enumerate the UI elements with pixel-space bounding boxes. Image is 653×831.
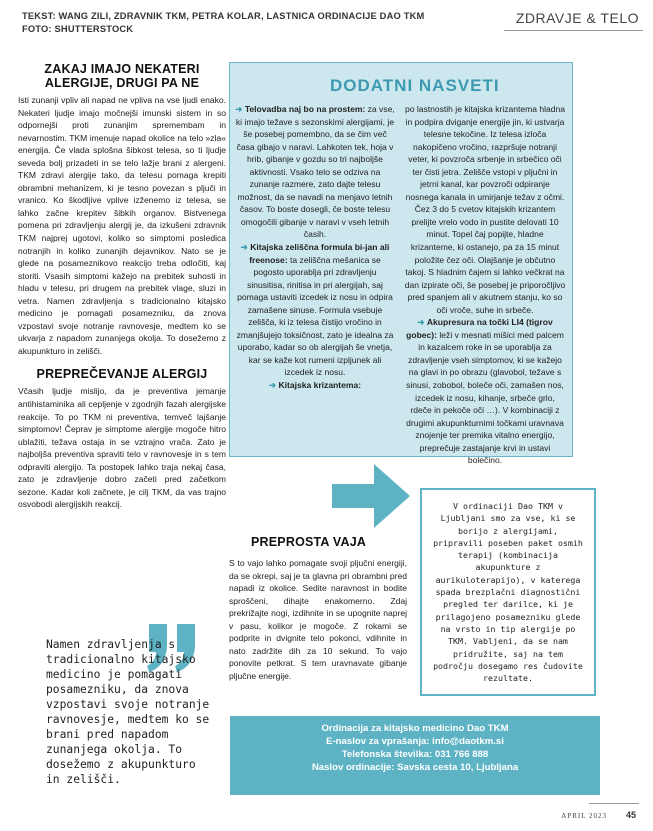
prevention-paragraph: Včasih ljudje mislijo, da je preventiva jemanje antihistaminika ali cepljenje v zgodnjih fazah alergijske reakcije. To po TKM ni preventiva, temveč lajšanje simptomov! Čeprav je simptome alergije mogoče hitro ublažiti, težava ostaja in se vztrajno vrača. Zato je najboljša preventiva spraviti telo v ravnovesje in s tem odpraviti alergijo. Ta postopek lahko traja nekaj časa, zato je zdravljenje dobro začeti pred začetkom sezone. Kadar koli začnete, je cilj TKM, da vas trajno osvobodi alergijskih reakcij. (18, 386, 226, 510)
header-divider (504, 30, 643, 31)
tip-text: za vse, ki imajo težave s sezonskimi alergijami, je še posebej pomembno, da se čim več časa gibajo v naravi. Lahkoten tek, hoja v hrib, gibanje v gozdu so tri najboljše aktivnosti. Vsako telo se odziva na zunanje razmere, zato dajte telesu možnost, da se navadi na menjavo letnih časov. To boste dosegli, če boste telesu omogočili gibanje v naravi v vseh letnih časih. (235, 104, 395, 240)
exercise-text: S to vajo lahko pomagate svoji pljučni energiji, da se okrepi, saj je ta glavna pri obrambni pred napadi iz okolice. Sedite naravnost in bodite sproščeni, dihajte enakomerno. Zdaj prekrižajte nogi, izdihnite in se upognite naprej v pasu, kolikor je mogoče. Z rokami se podprite in dvignite telo pokonci, vdihnite in nato zadržite dih za 10 sekund. To vajo ponovite petkrat. S tem uravnavate gibanje pljučne energije. (229, 558, 407, 681)
tips-title: DODATNI NASVETI (330, 76, 500, 95)
tip-title: Kitajska krizantema: (278, 380, 362, 391)
tip-title: Akupresura na točki LI4 (tigrov gobec): (406, 317, 553, 340)
credits-photo: FOTO: SHUTTERSTOCK (22, 24, 134, 34)
contact-box (230, 716, 600, 795)
page-number: 45 (625, 810, 636, 820)
pull-quote: Namen zdravljenja s tradicionalno kitajsko medicino je pomagati posamezniku, da znova vzpostavi svoje notranje ravnovesje, medtem ko se brani pred napadom zunanjega okolja. To dosežemo z akupunkturo in zelišči. (46, 638, 210, 786)
tip-text: ta zeliščna mešanica se pogosto uporablja pri zdravljenju sinusitisa, rinitisa in pri alergijah, saj pomaga ustaviti izcedek iz nosu in odpira zamašene sinuse. Formula vsebuje zelišča, ki iz telesa čistijo vročino in zmanjšujejo toksičnost, zato je idealna za uporabo, kadar so ob alergijah še vnetja, kar se kaže kot rumeni izpljunek ali izcedek iz nosu. (236, 254, 394, 378)
credits (22, 10, 424, 36)
prevention-heading: PREPREČEVANJE ALERGIJ (36, 367, 208, 382)
credits-text: TEKST: WANG ZILI, ZDRAVNIK TKM, PETRA KOLAR, LASTNICA ORDINACIJE DAO TKM (22, 11, 425, 21)
tip-text: leži v mesnati mišici med palcem in kazalcem roke in se uporablja za zdravljenje vseh simptomov, ki se kažejo na glavi in po obrazu (glavobol, težave s sinusi, zobobol, boleče oči, zamašen nos, izcedek iz nosu, kihanje, srbeče grlo, rdeče in pekoče oči …). V kombinaciji z drugimi akupunkturnimi točkami uravnava znojenje ter premika vitalno energijo, preprečuje zastajanje krvi in ustavi bolečino. (406, 329, 564, 466)
article-paragraph: Isti zunanji vpliv ali napad ne vpliva na vse ljudi enako. Nekateri ljudje imajo močnejši imunski sistem in so odpornejši proti zunanjim spremembam in nevarnostim. TKM imenuje napad okolice na telo »zla« energija. Če vlada splošna šibkost telesa, so ti ljudje seveda bolj prizadeti in se telo lažje brani z alergeni. TKM zdravi alergije tako, da telesu pomaga krepiti obrambni mehanizem, ki je tesno povezan s pljuči in vranico. Ko škodljive vplive izženemo iz telesa, se lahko začne krepitev šibkih organov. Bistvenega pomena pri zdravljenju alergij je, da izkušeni zdravnik TKM najprej ugotovi, koliko so simptomi posledica notranjih in koliko zunanjih dejavnikov. Nato se je glede na posameznikovo reakcijo treba odločiti, kaj storiti. Vsasih simptomi kažejo na prebitek suhosti in hladu v telesu, pri drugem na prebitek vlage, sluzi in vetra. Namen zdravljenja s tradicionalno kitajsko medicino je pomagati posamezniku, da znova vzpostavi svoje notranje ravnovesje, medtem ko se ukvarja z napadom zunanjega okolja. To dosežemo z akupunkturo in zelišči. (18, 95, 226, 356)
article-heading: ZAKAJ IMAJO NEKATERI ALERGIJE, DRUGI PA NE (44, 62, 200, 90)
clinic-name: Ordinacija za kitajsko medicino Dao TKM (321, 723, 509, 734)
tips-column-left (234, 103, 396, 392)
exercise-heading: PREPROSTA VAJA (251, 535, 367, 549)
contact-phone: Telefonska številka: 031 766 888 (341, 749, 489, 760)
arrow-icon: ➜ (240, 242, 248, 253)
tips-box (229, 62, 573, 466)
arrow-icon: ➜ (268, 380, 277, 391)
clinic-package-box: V ordinaciji Dao TKM v Ljubljani smo za vse, ki se borijo z alergijami, pripravili poseben paket osmih terapij (kombinacija akupunkture z aurikuloterapijo), v katerega spada brezplačni diagnostični pregled ter darilce, ki je prilagojeno posamezniku glede na vrsto in tip alergije po TKM. Vabljeni, da se nam pridružite, saj na tem področju dosegamo res čudovite rezultate. (420, 488, 596, 696)
contact-address: Naslov ordinacije: Savska cesta 10, Ljubljana (311, 762, 519, 773)
issue-date: APRIL 2023 (561, 812, 607, 820)
contact-email: E-naslov za vprašanja: info@daotkm.si (326, 736, 504, 747)
arrow-icon: ➜ (417, 317, 425, 328)
arrow-icon (330, 460, 412, 532)
tips-column-right (404, 103, 566, 467)
footer-divider (589, 803, 639, 804)
arrow-icon: ➜ (235, 104, 243, 114)
exercise-section (229, 535, 407, 682)
section-title: ZDRAVJE & TELO (515, 10, 639, 26)
tip-title: Kitajska zeliščna formula bi-jan ali freenose: (249, 242, 390, 265)
tip-text: po lastnostih je kitajska krizantema hladna in podpira dviganje energije jin, ki ustvarja telesne tekočine. Iz telesa izloča nakopičeno vročino, razpršuje notranji veter, ki povzroča srbenje in srbečico oči ter čisti jetra. Zelišče vstopi v pljučni in jetrni kanal, kar povzroči odpiranje nosnega kanala in umirjanje težav z očmi. Čez 3 do 5 cvetov kitajskih krizantem prelijte vrelo vodo in pustite delovati 10 minut. Topel čaj popijte, hladne krizanteme, ki ostanejo, pa za 15 minut položite čez oči. Olajšanje je občutno takoj. S hladnim čajem si lahko večkrat na dan izpirate oči, še posebej je priporočljivo pred spanjem ali v akutnem stanju, ko so oči vroče, suhe in srbeče. (404, 104, 566, 315)
tip-title: Telovadba naj bo na prostem: (244, 104, 366, 114)
main-article (18, 62, 226, 511)
